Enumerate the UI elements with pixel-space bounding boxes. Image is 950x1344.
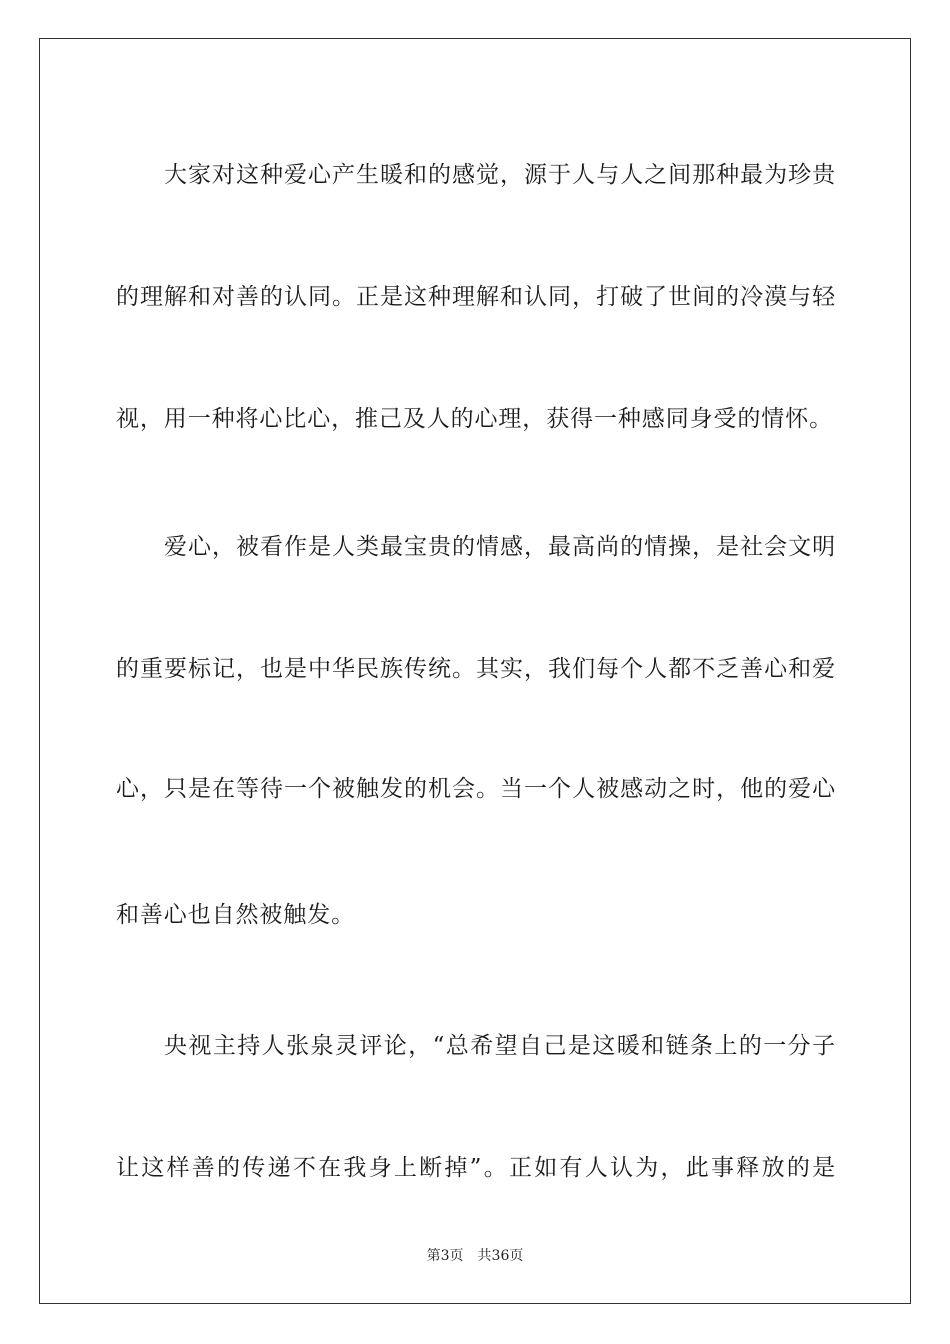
paragraph-3-line-1: 央视主持人张泉灵评论，“总希望自己是这暖和链条上的一分子 (164, 1033, 836, 1059)
paragraph-2-line-1: 爱心，被看作是人类最宝贵的情感，最高尚的情操，是社会文明 (164, 534, 836, 560)
page-footer (0, 1246, 950, 1266)
paragraph-1-line-3: 视，用一种将心比心，推己及人的心理，获得一种感同身受的情怀。 (116, 406, 833, 432)
paragraph-2-line-3: 心，只是在等待一个被触发的机会。当一个人被感动之时，他的爱心 (116, 776, 836, 802)
paragraph-1-line-1: 大家对这种爱心产生暖和的感觉，源于人与人之间那种最为珍贵 (164, 162, 836, 188)
paragraph-2-line-2: 的重要标记，也是中华民族传统。其实，我们每个人都不乏善心和爱 (116, 656, 836, 682)
total-pages: 共36页 (477, 1248, 524, 1264)
paragraph-3-line-2: 让这样善的传递不在我身上断掉”。正如有人认为，此事释放的是 (116, 1155, 836, 1181)
paragraph-1-line-2: 的理解和对善的认同。正是这种理解和认同，打破了世间的冷漠与轻 (116, 284, 836, 310)
page-number: 第3页 (426, 1248, 464, 1264)
paragraph-2-line-4: 和善心也自然被触发。 (116, 902, 355, 928)
